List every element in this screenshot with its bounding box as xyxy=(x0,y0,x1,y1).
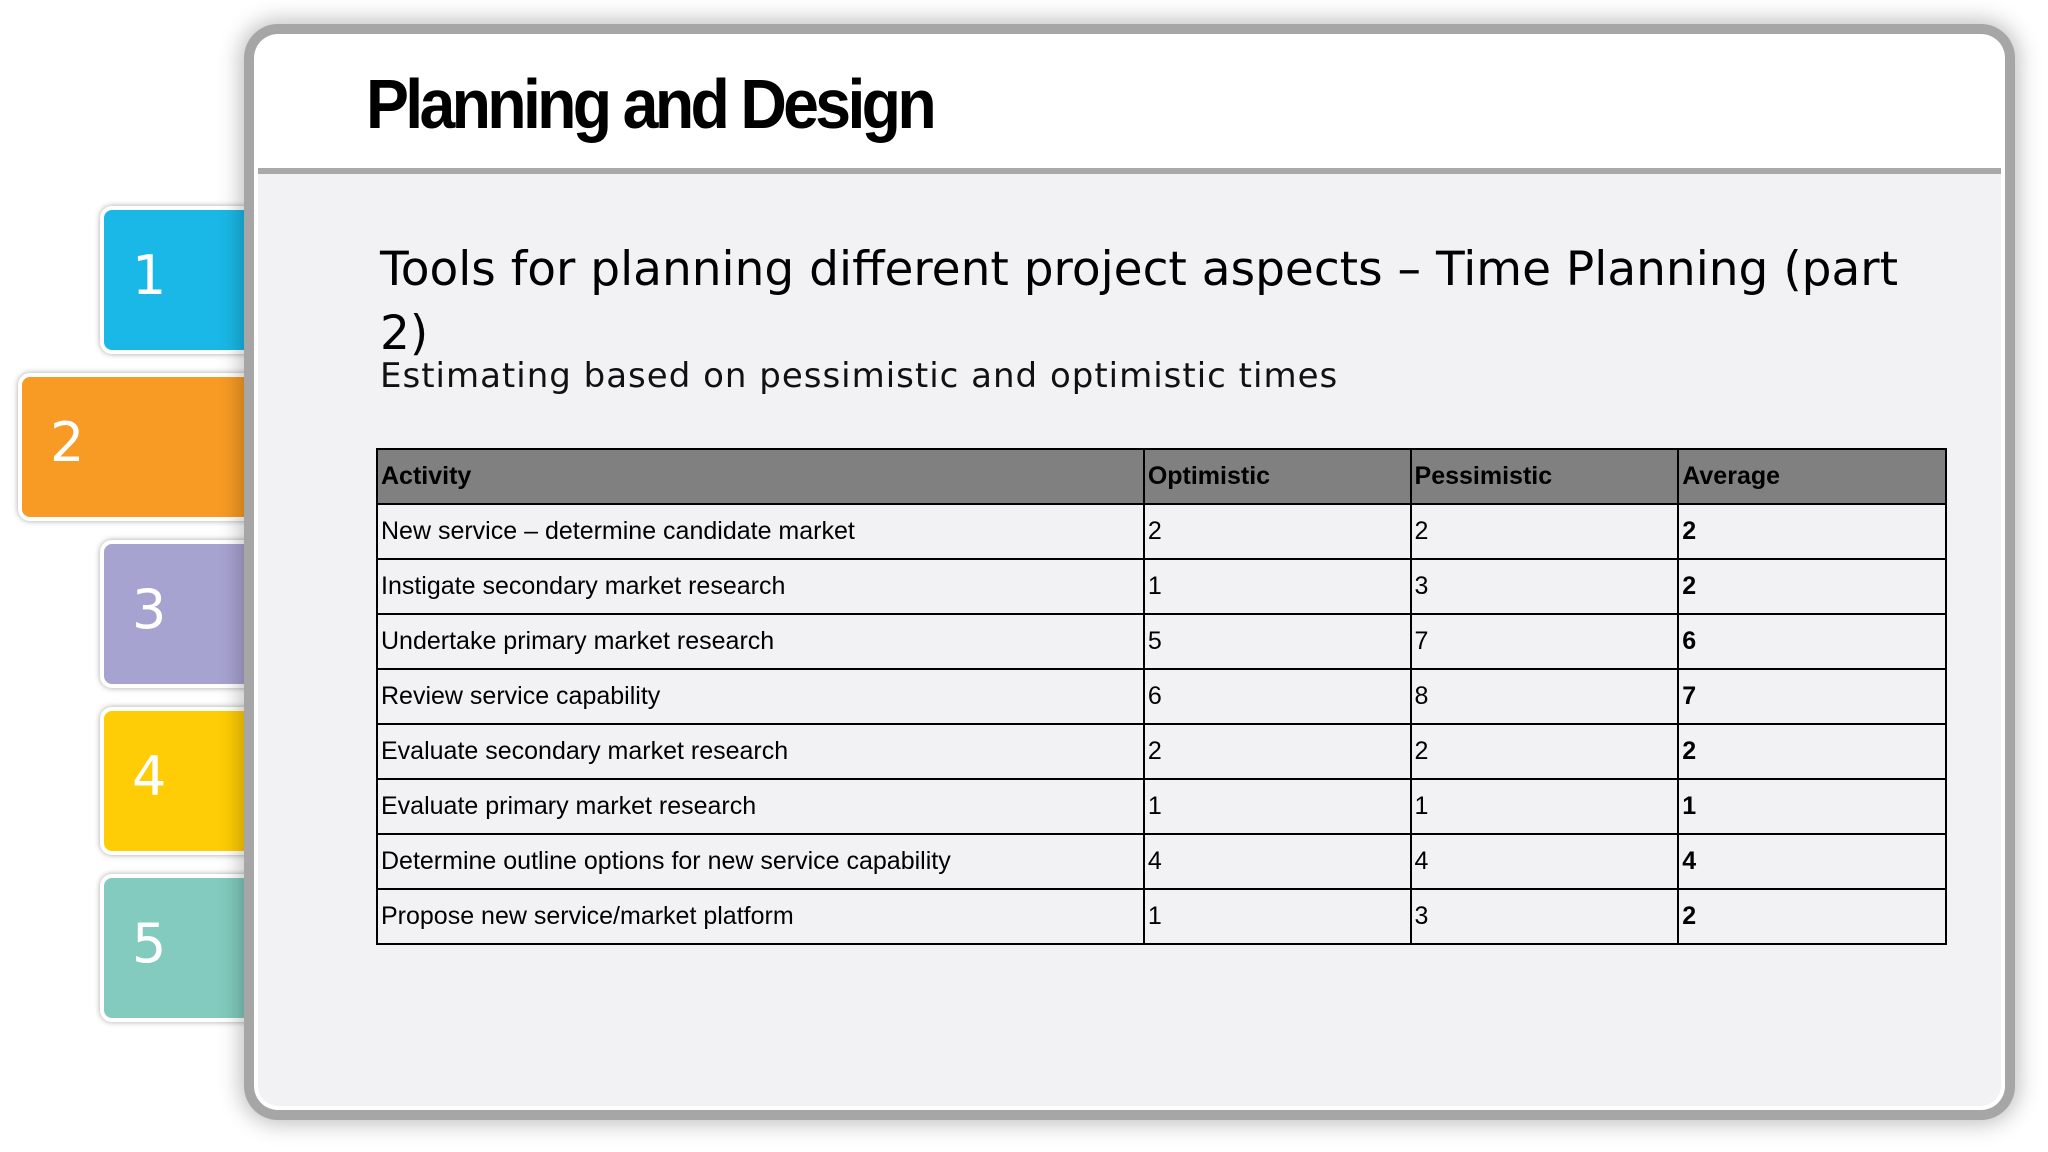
pessimistic-cell: 2 xyxy=(1411,504,1679,559)
average-cell: 2 xyxy=(1678,889,1946,944)
pessimistic-cell: 8 xyxy=(1411,669,1679,724)
section-tab-1[interactable] xyxy=(100,206,278,354)
slide-header xyxy=(258,38,2001,174)
slide-panel xyxy=(258,38,2001,1106)
pessimistic-cell: 7 xyxy=(1411,614,1679,669)
optimistic-cell: 1 xyxy=(1144,779,1411,834)
average-cell: 7 xyxy=(1678,669,1946,724)
column-header-optimistic: Optimistic xyxy=(1144,449,1411,504)
time-estimate-table xyxy=(376,448,1947,945)
section-tab-label: 3 xyxy=(132,578,167,641)
pessimistic-cell: 1 xyxy=(1411,779,1679,834)
average-cell: 2 xyxy=(1678,504,1946,559)
section-tab-4[interactable] xyxy=(100,707,278,855)
table-header-row xyxy=(377,449,1946,504)
table-row xyxy=(377,614,1946,669)
optimistic-cell: 4 xyxy=(1144,834,1411,889)
average-cell: 1 xyxy=(1678,779,1946,834)
average-cell: 2 xyxy=(1678,559,1946,614)
table-row xyxy=(377,504,1946,559)
page-title: Planning and Design xyxy=(366,65,933,143)
activity-cell: New service – determine candidate market xyxy=(377,504,1144,559)
column-header-average: Average xyxy=(1678,449,1946,504)
column-header-pessimistic: Pessimistic xyxy=(1411,449,1679,504)
activity-cell: Evaluate secondary market research xyxy=(377,724,1144,779)
table-row xyxy=(377,724,1946,779)
activity-cell: Determine outline options for new service capability xyxy=(377,834,1144,889)
table-row xyxy=(377,834,1946,889)
section-tab-label: 5 xyxy=(132,912,167,975)
section-tab-2-active[interactable] xyxy=(18,373,278,521)
column-header-activity: Activity xyxy=(377,449,1144,504)
optimistic-cell: 1 xyxy=(1144,889,1411,944)
average-cell: 6 xyxy=(1678,614,1946,669)
pessimistic-cell: 4 xyxy=(1411,834,1679,889)
table-row xyxy=(377,669,1946,724)
section-tab-3[interactable] xyxy=(100,540,278,688)
section-tab-label: 1 xyxy=(132,244,167,307)
activity-cell: Evaluate primary market research xyxy=(377,779,1144,834)
section-tab-5[interactable] xyxy=(100,874,278,1022)
optimistic-cell: 1 xyxy=(1144,559,1411,614)
section-tab-label: 4 xyxy=(132,745,167,808)
section-heading: Tools for planning different project aspects – Time Planning (part 2) xyxy=(380,242,1899,361)
table-row xyxy=(377,779,1946,834)
activity-cell: Propose new service/market platform xyxy=(377,889,1144,944)
activity-cell: Undertake primary market research xyxy=(377,614,1144,669)
optimistic-cell: 2 xyxy=(1144,724,1411,779)
pessimistic-cell: 2 xyxy=(1411,724,1679,779)
pessimistic-cell: 3 xyxy=(1411,559,1679,614)
average-cell: 2 xyxy=(1678,724,1946,779)
optimistic-cell: 6 xyxy=(1144,669,1411,724)
section-tab-label: 2 xyxy=(50,411,85,474)
table-row xyxy=(377,889,1946,944)
optimistic-cell: 2 xyxy=(1144,504,1411,559)
table-row xyxy=(377,559,1946,614)
pessimistic-cell: 3 xyxy=(1411,889,1679,944)
activity-cell: Review service capability xyxy=(377,669,1144,724)
activity-cell: Instigate secondary market research xyxy=(377,559,1144,614)
section-subheading: Estimating based on pessimistic and optimistic times xyxy=(380,356,1339,396)
average-cell: 4 xyxy=(1678,834,1946,889)
optimistic-cell: 5 xyxy=(1144,614,1411,669)
